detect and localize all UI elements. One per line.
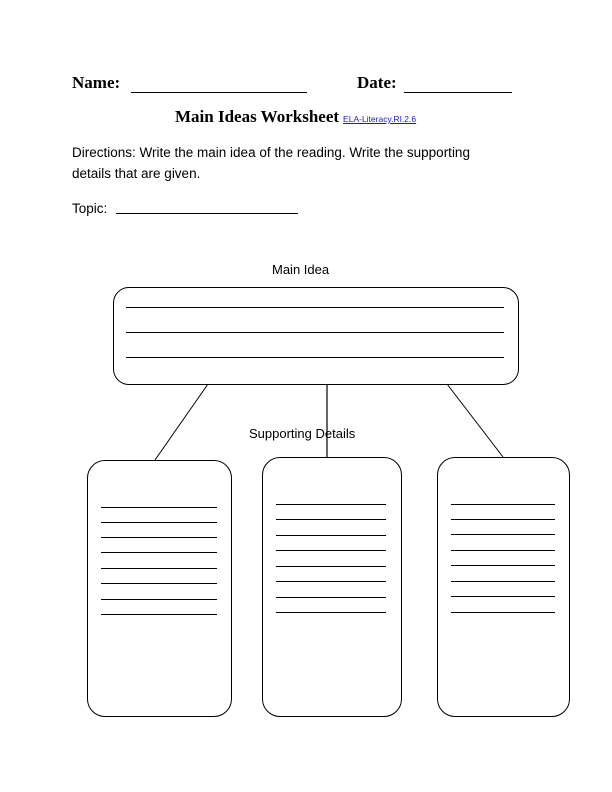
date-field[interactable] [404, 92, 512, 93]
main-idea-box [113, 287, 519, 385]
detail-line[interactable] [451, 550, 555, 551]
detail-line[interactable] [276, 597, 386, 598]
detail-line[interactable] [276, 504, 386, 505]
detail-box-2 [262, 457, 402, 717]
detail-line[interactable] [276, 581, 386, 582]
worksheet-title: Main Ideas Worksheet [175, 107, 340, 126]
detail-line[interactable] [101, 522, 217, 523]
date-label: Date: [357, 73, 397, 92]
main-idea-line[interactable] [126, 332, 504, 333]
detail-line[interactable] [451, 612, 555, 613]
detail-line[interactable] [101, 614, 217, 615]
detail-line[interactable] [101, 583, 217, 584]
worksheet-title-row [175, 107, 416, 127]
detail-line[interactable] [451, 504, 555, 505]
detail-box-1 [87, 460, 232, 717]
detail-line[interactable] [101, 507, 217, 508]
detail-line[interactable] [451, 581, 555, 582]
detail-line[interactable] [276, 566, 386, 567]
standard-link[interactable]: ELA-Literacy.RI.2.6 [343, 114, 417, 124]
name-label: Name: [72, 73, 121, 92]
detail-line[interactable] [276, 612, 386, 613]
main-idea-line[interactable] [126, 357, 504, 358]
detail-line[interactable] [451, 565, 555, 566]
detail-line[interactable] [101, 568, 217, 569]
topic-field[interactable] [116, 213, 298, 214]
detail-line[interactable] [101, 537, 217, 538]
detail-line[interactable] [276, 519, 386, 520]
name-field[interactable] [131, 92, 307, 93]
detail-line[interactable] [451, 596, 555, 597]
detail-box-3 [437, 457, 570, 717]
supporting-details-label: Supporting Details [249, 426, 356, 441]
detail-line[interactable] [101, 552, 217, 553]
detail-line[interactable] [101, 599, 217, 600]
detail-line[interactable] [451, 519, 555, 520]
directions-line-1: Directions: Write the main idea of the reading. Write the supporting [72, 145, 470, 160]
detail-line[interactable] [276, 550, 386, 551]
directions-line-2: details that are given. [72, 166, 201, 181]
main-idea-line[interactable] [126, 307, 504, 308]
topic-label: Topic: [72, 201, 108, 216]
detail-line[interactable] [451, 534, 555, 535]
detail-line[interactable] [276, 535, 386, 536]
main-idea-label: Main Idea [272, 262, 330, 277]
